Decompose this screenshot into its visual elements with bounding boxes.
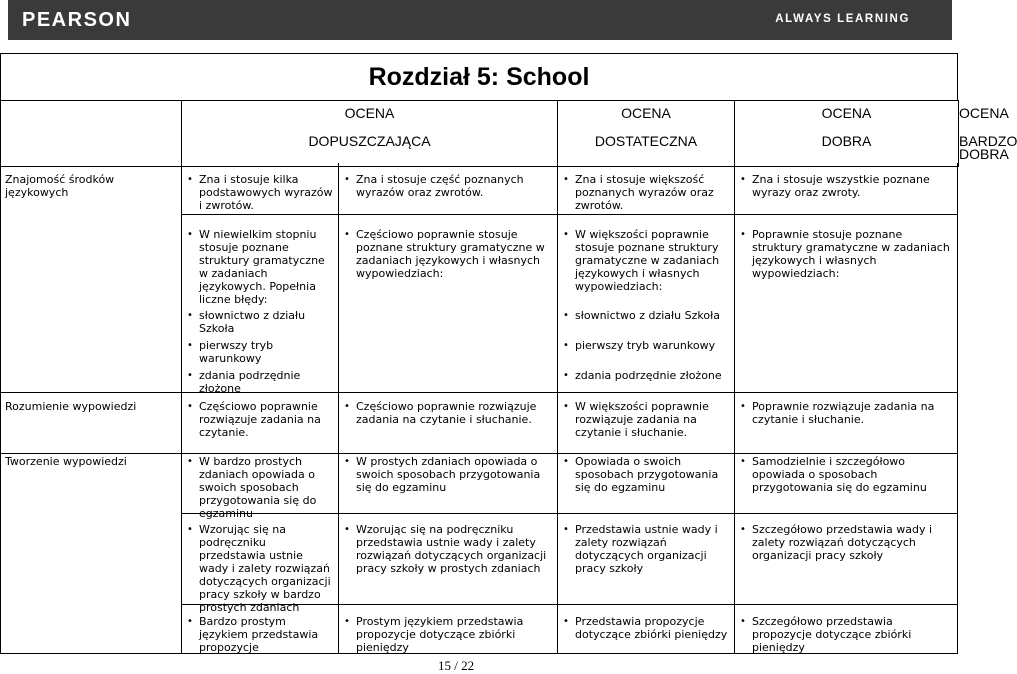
grid-line <box>557 163 558 654</box>
bullet-text: W prostych zdaniach opowiada o swoich sposobach przygotowania się do egzaminu <box>356 455 541 494</box>
bullet-icon: • <box>187 401 193 412</box>
grid-line <box>181 214 958 215</box>
bullet-text: Częściowo poprawnie stosuje poznane struktury gramatyczne w zadaniach językowych i własnych wypowiedziach: <box>356 228 545 280</box>
bullet-item <box>740 228 952 280</box>
pearson-logo: PEARSON <box>22 9 132 31</box>
bullet-item <box>187 228 335 306</box>
bullet-text: pierwszy tryb warunkowy <box>575 339 716 352</box>
bullet-item <box>563 523 731 575</box>
bullet-icon: • <box>563 616 569 627</box>
bullet-item <box>563 615 731 641</box>
grade-name: DOSTATECZNA <box>594 133 698 149</box>
bullet-icon: • <box>344 616 350 627</box>
grade-header-row: OCENA DOPUSZCZAJĄCA OCENA DOSTATECZNA OCENA DOBRA OCENA BARDZO DOBRA <box>1 101 959 167</box>
bullet-item <box>344 228 552 280</box>
bullet-item <box>563 400 731 439</box>
bullet-icon: • <box>344 174 350 185</box>
page-number: 15 / 22 <box>438 658 475 673</box>
bullet-icon: • <box>563 456 569 467</box>
bullet-icon: • <box>187 174 193 185</box>
bullet-item <box>187 369 335 395</box>
bullet-icon: • <box>344 524 350 535</box>
bullet-icon: • <box>187 456 193 467</box>
bullet-icon: • <box>740 174 746 185</box>
bullet-item <box>344 400 552 426</box>
grid-line <box>0 163 1 654</box>
title-row <box>0 53 958 100</box>
category-label: Rozumienie wypowiedzi <box>5 400 137 413</box>
bullet-item <box>563 339 731 352</box>
page-title: Rozdział 5: School <box>368 63 590 91</box>
bullet-icon: • <box>187 310 193 321</box>
bullet-icon: • <box>563 174 569 185</box>
bullet-text: słownictwo z działu Szkoła <box>575 309 720 322</box>
bullet-icon: • <box>187 340 193 351</box>
bullet-item <box>187 173 335 212</box>
grading-table <box>0 100 1017 167</box>
bullet-icon: • <box>740 229 746 240</box>
bullet-item <box>187 523 335 614</box>
bullet-text: zdania podrzędnie złożone <box>575 369 722 382</box>
publisher-banner <box>8 0 952 40</box>
grading-document <box>0 53 1017 167</box>
category-label: Znajomość środków językowych <box>5 173 115 199</box>
grade-header <box>182 101 558 167</box>
bullet-icon: • <box>344 456 350 467</box>
bullet-item <box>563 228 731 293</box>
bullet-text: Poprawnie rozwiązuje zadania na czytanie i słuchanie. <box>752 400 935 426</box>
bullet-icon: • <box>740 524 746 535</box>
bullet-icon: • <box>344 401 350 412</box>
bullet-icon: • <box>563 524 569 535</box>
bullet-item <box>740 455 952 494</box>
bullet-icon: • <box>187 229 193 240</box>
bullet-icon: • <box>187 524 193 535</box>
grid-line <box>957 163 958 654</box>
bullet-text: W większości poprawnie stosuje poznane struktury gramatyczne w zadaniach językowych i własnych wypowiedziach: <box>575 228 720 293</box>
bullet-icon: • <box>563 310 569 321</box>
bullet-text: Zna i stosuje większość poznanych wyrazów oraz zwrotów. <box>575 173 714 212</box>
bullet-text: Opowiada o swoich sposobach przygotowania się do egzaminu <box>575 455 719 494</box>
bullet-text: Przedstawia ustnie wady i zalety rozwiązań dotyczących organizacji pracy szkoły <box>575 523 718 575</box>
grade-label: OCENA <box>621 105 671 121</box>
bullet-text: słownictwo z działu Szkoła <box>199 309 306 335</box>
bullet-text: Zna i stosuje wszystkie poznane wyrazy oraz zwroty. <box>752 173 930 199</box>
bullet-item <box>563 369 731 382</box>
bullet-text: Szczegółowo przedstawia wady i zalety rozwiązań dotyczących organizacji pracy szkoły <box>752 523 933 562</box>
grid-line <box>734 163 735 654</box>
grid-line <box>338 163 339 654</box>
bullet-item <box>740 173 952 199</box>
grade-header <box>558 101 735 167</box>
bullet-text: pierwszy tryb warunkowy <box>199 339 274 365</box>
bullet-item <box>187 615 335 654</box>
bullet-item <box>740 615 952 654</box>
bullet-text: Szczegółowo przedstawia propozycje dotyczące zbiórki pieniędzy <box>752 615 912 654</box>
bullet-icon: • <box>344 229 350 240</box>
grid-line <box>0 392 958 393</box>
bullet-text: Wzorując się na podręczniku przedstawia ustnie wady i zalety rozwiązań dotyczących organizacji pracy szkoły w bardzo prostych zdaniach <box>199 523 331 614</box>
grade-name: DOBRA <box>821 133 872 149</box>
bullet-item <box>187 455 335 520</box>
bullet-item <box>740 523 952 562</box>
bullet-icon: • <box>563 229 569 240</box>
bullet-icon: • <box>187 370 193 381</box>
bullet-icon: • <box>740 401 746 412</box>
bullet-icon: • <box>740 616 746 627</box>
bullet-item <box>563 173 731 212</box>
bullet-text: W niewielkim stopniu stosuje poznane struktury gramatyczne w zadaniach językowych. Popełnia liczne błędy: <box>199 228 325 306</box>
bullet-item <box>187 339 335 365</box>
bullet-icon: • <box>563 370 569 381</box>
bullet-item <box>344 523 552 575</box>
bullet-text: W bardzo prostych zdaniach opowiada o swoich sposobach przygotowania się do egzaminu <box>199 455 317 520</box>
bullet-item <box>344 455 552 494</box>
bullet-item <box>344 615 552 654</box>
bullet-text: Przedstawia propozycje dotyczące zbiórki pieniędzy <box>575 615 728 641</box>
bullet-text: Prostym językiem przedstawia propozycje dotyczące zbiórki pieniędzy <box>356 615 524 654</box>
grid-line <box>181 163 182 654</box>
bullet-icon: • <box>563 340 569 351</box>
bullet-text: Częściowo poprawnie rozwiązuje zadania na czytanie. <box>199 400 321 439</box>
grading-grid <box>0 163 958 654</box>
grade-header <box>735 101 959 167</box>
bullet-item <box>563 455 731 494</box>
corner-cell <box>1 101 182 167</box>
bullet-item <box>344 173 552 199</box>
bullet-icon: • <box>563 401 569 412</box>
grid-line <box>0 453 958 454</box>
grade-label: OCENA <box>821 105 872 121</box>
bullet-item <box>187 400 335 439</box>
bullet-icon: • <box>740 456 746 467</box>
bullet-item <box>563 309 731 322</box>
bullet-text: Zna i stosuje część poznanych wyrazów oraz zwrotów. <box>356 173 524 199</box>
bullet-text: Bardzo prostym językiem przedstawia propozycje <box>199 615 319 654</box>
category-label: Tworzenie wypowiedzi <box>5 455 127 468</box>
bullet-text: Wzorując się na podręczniku przedstawia ustnie wady i zalety rozwiązań dotyczących organizacji pracy szkoły w prostych zdaniach <box>356 523 547 575</box>
bullet-text: Samodzielnie i szczegółowo opowiada o sposobach przygotowania się do egzaminu <box>752 455 927 494</box>
bullet-text: Poprawnie stosuje poznane struktury gramatyczne w zadaniach językowych i własnych wypowiedziach: <box>752 228 950 280</box>
bullet-text: zdania podrzędnie złożone <box>199 369 301 395</box>
grade-label: OCENA <box>344 105 395 121</box>
bullet-text: Częściowo poprawnie rozwiązuje zadania na czytanie i słuchanie. <box>356 400 537 426</box>
bullet-text: Zna i stosuje kilka podstawowych wyrazów i zwrotów. <box>199 173 333 212</box>
bullet-item <box>740 400 952 426</box>
tagline: ALWAYS LEARNING <box>775 13 910 25</box>
grade-name: DOPUSZCZAJĄCA <box>308 133 431 149</box>
bullet-icon: • <box>187 616 193 627</box>
bullet-item <box>187 309 335 335</box>
bullet-text: W większości poprawnie rozwiązuje zadania na czytanie i słuchanie. <box>575 400 709 439</box>
